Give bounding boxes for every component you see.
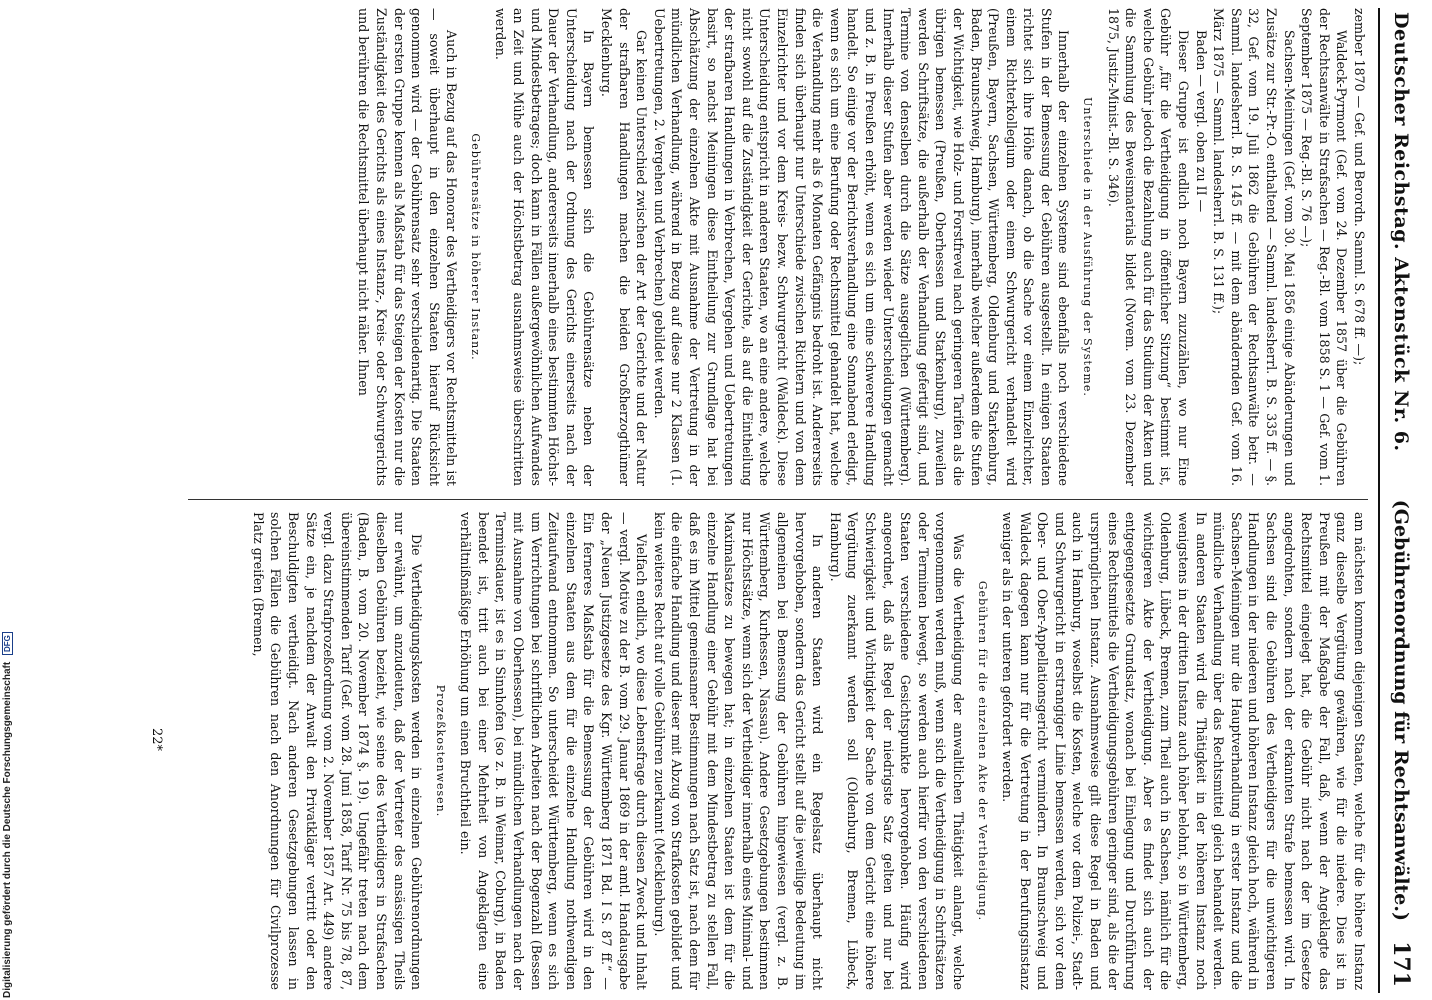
paragraph: Auch in Bezug auf das Honorar des Vertheidigers vor Rechtsmitteln ist — soweit überhaupt in den einzelnen Staaten hierauf Rücksicht genommen wird — der Gebührensatz sehr verschiedenartig. Die Staaten der ersten Gruppe kennen als Maßstab für das Steigen der Kosten nur die Zuständigkeit des Gerichts als eines Instanz-, Kreis- oder Schwurgerichts und berühren die Rechtsmittel überhaupt nicht näher. Ihnen bbox=[356, 8, 460, 486]
paragraph: Innerhalb der einzelnen Systeme sind ebenfalls noch verschiedene Stufen in der Bemessung der Gebühren ausgestellt. In einigen Staaten richtet sich ihre Höhe danach, ob die Sache vor einem Einzelrichter, einem Richterkollegium oder einem Schwurgericht verhandelt wird (Preußen, Bayern, Sachsen, Württemberg, Oldenburg und Starkenburg, Baden, Braunschweig, Hamburg), innerhalb welcher außerdem die Stufen der Wichtigkeit, wie Holz- und Forstfrevel nach geringeren Tarifen als die übrigen bemessen (Preußen, Oberhessen und Starkenburg), zuweilen werden Schriftsätze, die außerhalb der Verhandlung gefertigt sind, und Termine von denselben durch die Sätze ausgeglichen (Württemberg). Innerhalb dieser Stufen aber werden wieder Unterscheidungen gemacht und z. B. in Preußen erhöht, wenn es sich um eine schwerere Handlung handelt. So einige vor der Berichtsverhandlung eine Sonnabend erledigt, wenn es sich um eine Berufung oder Rechtsmittel gehandelt hat, welche die Verhandlung mehr als 6 Monaten Gefängnis bedroht ist. Andererseits finden sich überhaupt nur Unterschiede zwischen Richtern und von dem Einzelrichter und vor dem Kreis- bezw. Schwurgericht (Waldeck). Diese Unterscheidung entspricht in anderen Staaten, wo an eine andere, welche nicht sowohl auf die Zuständigkeit der Gerichte, als auf die Eintheilung der strafbaren Handlungen in Verbrechen, Vergehen und Uebertretungen basirt, so nachst Meiningen diese Eintheilung zur Grundlage hat bei Abschätzung der einzelnen Akte mit Ausnahme der Vertretung in der mündlichen Verhandlung, während in Bezug auf diese nur 2 Klassen (1. Uebertretungen, 2. Vergehen und Verbrechen) gebildet werden. bbox=[651, 8, 1072, 486]
paragraph: zember 1870 — Gef. und Berordn. Samml. S. 678 ff. —); bbox=[1352, 8, 1367, 366]
right-column bbox=[249, 512, 1368, 990]
scanned-page-content bbox=[110, 8, 1420, 993]
section-subheading: Unterschiede in der Ausführung der Systeme. bbox=[1081, 97, 1095, 397]
digitization-credit-text: Digitalisierung gefördert durch die Deutsche Forschungsgemeinschaft bbox=[2, 661, 14, 998]
section-subheading: Gebühren für die einzelnen Akte der Vertheidigung. bbox=[975, 580, 989, 922]
paragraph: Was die Vertheidigung der anwaltlichen Thätigkeit anlangt, welche vorgenommen werden muß, wenn sich die Vertheidigung in Schriftsätzen oder Terminen bewegt, so werden auch hierfür von den verschiedenen Staaten verschiedene Gesichtspunkte hervorgehoben. Häufig wird angeordnet, daß als Regel der niedrigste Satz gelten und nur bei Schwierigkeit und Wichtigkeit der Sache von dem Gericht eine höhere Vergütung zuerkannt werden soll (Oldenburg, Bremen, Lübeck, Hamburg). bbox=[827, 512, 966, 990]
left-column bbox=[355, 8, 1368, 486]
paragraph: am nächsten kommen diejenigen Staaten, welche für die höhere Instanz ganz dieselbe Vergütung gewähren, wie für die niedere. Dies ist in Preußen mit der Maßgabe der Fall, daß, wenn der Angeklagte das Rechtsmittel eingelegt hat, die Gebühr nicht nach der im Gesetze angedrohten, sondern nach der erkannten Strafe bemessen wird. In Sachsen sind die Gebühren des Vertheidigers für die unwichtigeren Handlungen in der niederen und höheren Instanz gleich hoch, während in Sachsen-Meiningen nur die Hauptverhandlung in erster Instanz und die mündliche Verhandlung über das Rechtsmittel gleich behandelt werden. In anderen Staaten wird die Thätigkeit in der höheren Instanz noch wenigstens in der dritten Instanz auch höher belohnt, so in Württemberg, Oldenburg, Lübeck, Bremen, zum Theil auch in Sachsen, nämlich für die wichtigeren Akte der Vertheidigung. Aber es findet sich auch der entgegengesetzte Grundsatz, wonach bei Einlegung und Durchführung eines Rechtsmittels die Vertheidigungsgebühren geringer sind, als die der ursprünglichen Instanz. Ausnahmsweise gilt diese Regel in Baden und auch in Hamburg, woselbst die Kosten, welche vor dem Polizei-, Stadt- und Schwurgericht in erstrangiger Linie bemessen werden, sich vor dem Ober- und Ober-Appellationsgericht vermindern. In Braunschweig und Waldeck dagegen kann nur für die Vertretung in der Berufungsinstanz weniger als in der unteren gefordert werden. bbox=[1000, 512, 1367, 990]
paragraph: Dieser Gruppe ist endlich noch Bayern zuzuzählen, wo nur Eine Gebühr „für die Vertheidigung in öffentlicher Sitzung“ bestimmt ist, welche Gebühr jedoch die Bezahlung auch für das Studium der Akten und die Sammlung des Beweismaterials bildet (Novem. vom 23. Dezember 1875, Justiz-Minist.-Bl. S. 346). bbox=[1105, 8, 1192, 486]
paragraph: Waldeck-Pyrmont (Gef. vom 24. Dezember 1857 über die Gebühren der Rechtsanwälte in Strafsachen — Reg.-Bl. vom 1858 S. 1 — Gef. vom 1. September 1875 — Reg.-Bl. S. 76 —); bbox=[1299, 8, 1350, 486]
header-title: Deutscher Reichstag. Aktenstück Nr. 6. bbox=[1390, 12, 1412, 452]
paragraph: Die Vertheidigungskosten werden in einzelnen Gebührenordnungen nur erwähnt, um anzudeuten, daß der Vertreter des ansässigen Theils dieselben Gebühren bezieht, wie seine des Vertheidigers in Strafsachen (Baden, B. vom 20. November 1874 §. 19). Ungefähr treten nach dem übereinstimmenden Tarif (Gef. vom 28. Juni 1858, Tarif Nr. 75 bis 78, 87, vergl. dazu Strafprozeßordnung vom 2. November 1857 Art. 449) andere Sätze ein, je nachdem der Anwalt den Privatkläger vertritt oder den Beschuldigten vertheidigt. Nach anderen Gesetzgebungen lassen in solchen Fällen die Gebühren nach den Anordnungen für Civilprozesse Platz greifen (Bremen, bbox=[250, 512, 425, 990]
paragraph: Gar keinen Unterschied zwischen der Art der Gerichte und der Natur der strafbaren Handlungen machen die beiden Großherzogthümer Mecklenburg. bbox=[599, 8, 650, 486]
paragraph: Baden — vergl. oben zu II — bbox=[1193, 30, 1209, 213]
paragraph: Vielfach endlich, wo diese Lebensfrage durch diesen Zweck und Inhalt — vergl. Motive zu der B. vom 29. Januar 1869 in der amtl. Handausgabe der „Neuen Justizgesetze des Kgr. Württemberg 1871 Bd. I S. 87 ff.“ — Ein ferneres Maßstab für die Bemessung der Gebühren wird in den einzelnen Staaten aus dem für die einzelne Handlung nothwendigen Zeitaufwand entnommen. So unterscheidet Württemberg, wenn es sich um Verrichtungen bei schriftlichen Arbeiten nach der Bogenzahl (Bessen mit Ausnahme von Oberhessen), bei mündlichen Verhandlungen nach der Terminsdauer, ist es in Sinnhofen (so z. B. in Weimar, Coburg), in Baden beendet ist, tritt auch bei einer Mehrheit von Angeklagten eine verhältnißmäßige Erhöhung um einen Bruchtheil ein. bbox=[458, 512, 650, 990]
section-subheading: Gebührensätze in höherer Instanz. bbox=[468, 133, 482, 361]
dfg-logo: DFG bbox=[2, 632, 13, 655]
section-subheading: Prozeßkostenwesen. bbox=[433, 684, 447, 818]
paragraph: In Bayern bemessen sich die Gebührensätze neben der Unterscheidung nach der Ordnung des Gerichts einerseits nach der Dauer der Verhandlung, andererseits innerhalb eines bestimmten Höchst- und Mindestbetrages; doch kann in Fällen außergewöhnlichen Aufwandes an Zeit und Mühe auch der Höchstbetrag ausnahmsweise überschritten werden. bbox=[493, 8, 597, 486]
column-divider bbox=[188, 499, 1368, 500]
page-header bbox=[1378, 8, 1420, 993]
page-number: 171 bbox=[1388, 941, 1414, 987]
header-subtitle: (Gebührenordnung für Rechtsanwälte.) bbox=[1390, 499, 1412, 921]
paragraph: Sachsen-Meiningen (Gef. vom 30. Mai 1856 einige Abänderungen und Zusätze zur Str.-Pr.-O. enthaltend — Samml. landesherrl. B. S. 335 ff. — §. 32, Gef. vom 19. Juli 1862 die Gebühren der Rechtsanwälte betr. — Samml. landesherrl. B. S. 145 ff. — mit dem abändernden Gef. vom 16. März 1875 — Samml. landesherrl. B. S. 131 ff.); bbox=[1211, 8, 1297, 486]
digitization-credit bbox=[2, 600, 16, 998]
signature-mark: 22* bbox=[149, 728, 164, 752]
paragraph: In anderen Staaten wird ein Regelsatz überhaupt nicht hervorgehoben, sondern das Gericht stellt auf die jeweilige Bedeutung im allgemeinen bei Bemessung der Gebühren hingewiesen (vergl. z. B. Württemberg, Kurhessen, Nassau). Andere Gesetzgebungen bestimmen nur Höchstsätze, wenn sich der Vertheidiger innerhalb eines Minimal- und Maximalsatzes zu bewegen hat; in einzelnen Staaten ist dem für die einzelne Handlung einer Gebühr mit dem Mindestbetrag zu stellen Fall, daß es im Mittel gemeinsamer Bestimmungen nach Satz ist, nach dem für die einfache Handlung und dieser mit Abzug von Strafkosten gebildet und kein weiteres Recht auf volle Gebühren zuerkannt (Mecklenburg). bbox=[651, 512, 826, 990]
